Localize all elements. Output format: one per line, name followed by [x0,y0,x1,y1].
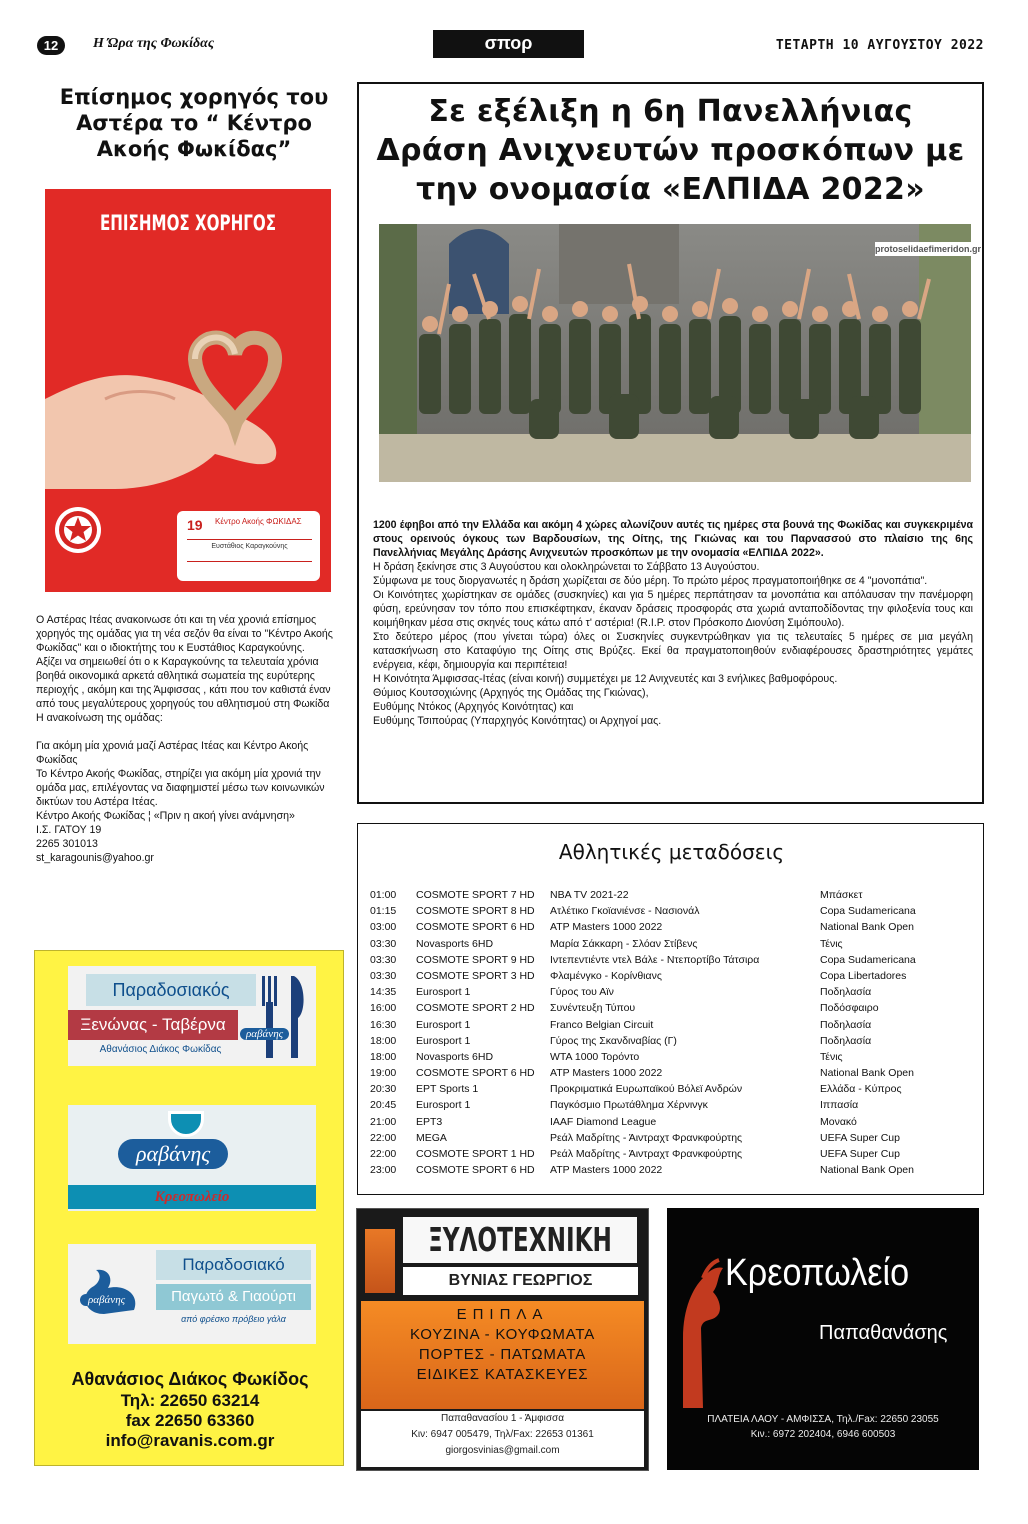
tv-channel: COSMOTE SPORT 1 HD [416,1148,535,1160]
card-number: 19 [187,517,203,533]
article-paragraph: Στο δεύτερο μέρος (που γίνεται τώρα) όλες οι Συσκηνίες συγκεντρώθηκαν για τις τελευταίες 5 ημέρες σε μια μεγάλη κατασκήνωση στο Καταφύγιο της Οίτης στις Βρύζες. Εκεί θα πραγματοποιηθούν ενδιαφέρουσες δραστηριότητες γεμάτες ενέργεια, κέφι, δημιουργία και περιπέτεια! [373,631,973,671]
service-line: ΕΙΔΙΚΕΣ ΚΑΤΑΣΚΕΥΕΣ [416,1366,589,1383]
tv-category: Τένις [820,937,843,950]
tv-time: 19:00 [370,1067,397,1080]
tv-schedule-row [370,952,970,968]
tv-time: 16:00 [370,1002,397,1015]
tavern-ad-top: Παραδοσιακός [86,974,256,1006]
tv-channel: COSMOTE SPORT 3 HD [416,969,535,982]
ravanis-logo: ραβάνης [118,1139,228,1169]
tv-schedule-row [370,936,970,952]
headline-line: Σε εξέλιξη η 6η Πανελλήνιας [428,94,913,129]
tv-time: 20:45 [370,1099,397,1112]
tv-time: 01:00 [370,889,397,901]
tv-time: 03:30 [370,969,397,982]
xylotexniki-services [361,1301,644,1409]
ravanis-location: Αθανάσιος Διάκος Φωκίδος [71,1369,309,1389]
tv-time: 16:30 [370,1018,397,1031]
tv-time: 03:30 [370,937,397,950]
tv-category: Copa Libertadores [820,969,907,982]
tv-program: Ρεάλ Μαδρίτης - Άιντραχτ Φρανκφούρτης [550,1131,743,1144]
tv-program: WTA 1000 Τορόντο [550,1050,640,1063]
tv-program: Γύρος του Αϊν [550,986,614,999]
kreopoleio-owner: Παπαθανάσης [819,1322,948,1344]
tv-time: 20:30 [370,1083,397,1096]
tv-channel: EPT Sports 1 [416,1083,479,1096]
article-paragraph: Η Κοινότητα Άμφισσας-Ιτέας (είναι κοινή) συμμετέχει με 12 Ανιχνευτές και 3 ενήλικες βαθμοφόρους. [373,673,838,685]
article-paragraph: Σύμφωνα με τους διοργανωτές η δράση χωρίζεται σε δύο μέρη. Το πρώτο μέρος πραγματοποιήθηκε σε 4 "μονοπάτια". [373,575,928,587]
tv-program: ATP Masters 1000 2022 [550,921,663,934]
tv-channel: Eurosport 1 [416,1099,471,1112]
ravanis-tavern-ad [68,966,316,1066]
xylotexniki-email: giorgosvinias@gmail.com [445,1445,560,1456]
sponsor-paragraph: Το Κέντρο Ακοής Φωκίδας, στηρίζει για ακόμη μία χρονιά την ομάδα μας, επιλέγοντας να διαφημιστεί μέσω των κοινωνικών δικτύων του Αστέρα Ιτέας. [36,768,325,808]
tv-time: 18:00 [370,1050,397,1063]
tv-channel: COSMOTE SPORT 6 HD [416,921,535,934]
cutlery-icon [256,972,312,1060]
tv-category: Ποδηλασία [820,986,872,999]
tv-category: Τένις [820,1050,843,1063]
tv-category: Μπάσκετ [820,889,863,901]
sponsor-article-title: Επίσημος χορηγός του Αστέρα το “ Κέντρο Ακοής Φωκίδας” [59,85,329,161]
article-paragraph: Η δράση ξεκίνησε στις 3 Αυγούστου και ολοκληρώνεται το Σάββατο 13 Αυγούστου. [373,561,760,573]
sponsor-paragraph: Κέντρο Ακοής Φωκίδας ¦ «Πριν η ακοή γίνει ανάμνηση» [36,810,295,822]
xylotexniki-contact [361,1411,644,1467]
ravanis-yogurt-ad [68,1244,316,1344]
sponsor-email: st_karagounis@yahoo.gr [36,852,154,864]
paragraph-spacer [36,725,344,739]
asteras-itea-logo [55,507,101,553]
tv-channel: COSMOTE SPORT 6 HD [416,1067,535,1080]
tv-schedule-row [370,1049,970,1065]
service-line: ΕΠΙΠΛΑ [456,1306,549,1323]
tv-category: UEFA Super Cup [820,1148,900,1160]
tv-channel: COSMOTE SPORT 6 HD [416,1164,535,1177]
tv-time: 18:00 [370,1034,397,1047]
xylotexniki-logo-block [365,1229,395,1293]
tv-time: 01:15 [370,905,397,918]
tv-schedule-row [370,1081,970,1097]
tv-program: Ατλέτικο Γκοϊανιένσε - Νασιονάλ [550,905,700,918]
kreopoleio-ad [667,1208,979,1470]
cup-icon [168,1111,204,1137]
tv-channel: EPT3 [416,1115,443,1128]
butcher-ad-subtitle: Κρεοπωλείο [68,1185,316,1209]
article-paragraph: Οι Κοινότητες χωρίστηκαν σε ομάδες (συσκηνίες) και για 5 ημέρες περπάτησαν τα μονοπάτια και απόλαυσαν την πανέμορφη φύση, ερεύνησαν τον τόπο που επισκέφτηκαν, έκαναν δράσεις προσφοράς στα χωριά ανταποδίδοντας την φιλοξενία τους και κοιμήθηκαν μέσα στις σκηνές τους κάτω από τ' αστέρια! (R.I.P. στον Πρόσκοπο Διονύση Σιμόπουλο). [373,589,973,629]
tv-program: Φλαμένγκο - Κορίνθιανς [550,969,662,982]
hand-hearing-aid-illustration [45,249,331,509]
article-paragraph: Ευθύμης Ντόκος (Αρχηγός Κοινότητας) και [373,701,574,713]
tv-schedule-row [370,968,970,984]
tv-channel: Eurosport 1 [416,1034,471,1047]
xylotexniki-title: ΞΥΛΟΤΕΧΝΙΚΗ [403,1217,637,1263]
article-headline [359,92,982,209]
issue-date: ΤΕΤΑΡΤΗ 10 ΑΥΓΟΥΣΤΟΥ 2022 [775,38,984,53]
tv-channel: COSMOTE SPORT 9 HD [416,953,535,966]
tv-schedule-row [370,1033,970,1049]
tv-program: Συνέντευξη Τύπου [550,1002,636,1015]
tv-category: UEFA Super Cup [820,1131,900,1144]
page-number: 12 [37,36,65,55]
sponsor-paragraph: Η ανακοίνωση της ομάδας: [36,712,163,724]
scouts-article [357,82,984,804]
ravanis-phone: Τηλ: 22650 63214 [120,1391,260,1410]
tv-category: Ιππασία [820,1099,859,1112]
tv-category: Copa Sudamericana [820,953,916,966]
tv-program: Franco Belgian Circuit [550,1018,654,1031]
xylotexniki-ad [356,1208,649,1471]
sponsor-article-body [36,613,344,865]
headline-line: την ονομασία «ΕΛΠΙΔΑ 2022» [416,172,925,207]
tv-category: National Bank Open [820,1067,914,1080]
tv-schedule-row [370,1097,970,1113]
tv-program: Γύρος της Σκανδιναβίας (Γ) [550,1034,677,1047]
tv-channel: Novasports 6HD [416,937,494,950]
xylotexniki-owner: ΒΥΝΙΑΣ ΓΕΩΡΓΙΟΣ [403,1267,638,1295]
xylotexniki-phones: Κιν: 6947 005479, Τηλ/Fax: 22653 01361 [411,1429,594,1440]
tv-channel: Eurosport 1 [416,1018,471,1031]
tv-time: 22:00 [370,1131,397,1144]
tv-time: 23:00 [370,1164,397,1177]
ravanis-logo-small: ραβάνης [80,1294,133,1306]
sponsor-paragraph: Αξίζει να σημειωθεί ότι ο κ Καραγκούνης τα τελευταία χρόνια βοηθά οικονομικά αρκετά αθλητικά σωματεία της ευρύτερης περιοχής , ακόμη και της Άμφισσας , κάτι που τον καθιστά έναν από τους μεγαλύτερους χορηγούς του αθλητισμού στη Φωκίδα [36,656,331,710]
tv-time: 21:00 [370,1115,397,1128]
horse-silhouette-icon [673,1258,731,1408]
source-watermark: protoselidaefimeridon.gr [875,244,982,254]
tv-program: Μαρία Σάκκαρη - Σλόαν Στίβενς [550,937,698,950]
service-line: ΠΟΡΤΕΣ - ΠΑΤΩΜΑΤΑ [418,1346,587,1363]
tv-program: Ιντεπεντιέντε ντελ Βάλε - Ντεπορτίβο Τάτσιρα [550,953,760,966]
sponsor-paragraph: Για ακόμη μία χρονιά μαζί Αστέρας Ιτέας και Κέντρο Ακοής Φωκίδας [36,740,309,766]
tv-category: Ελλάδα - Κύπρος [820,1083,902,1096]
xylotexniki-address: Παπαθανασίου 1 - Άμφισσα [440,1413,565,1424]
ravanis-logo-small: ραβάνης [240,1028,289,1040]
tv-category: Ποδηλασία [820,1018,872,1031]
article-paragraph: Θύμιος Κουτσοχιώνης (Αρχηγός της Ομάδας της Γκιώνας), [373,687,649,699]
tv-program: ATP Masters 1000 2022 [550,1164,663,1177]
kreopoleio-mobile: Κιν.: 6972 202404, 6946 600503 [750,1429,896,1440]
yogurt-ad-middle: Παγωτό & Γιαούρτι [156,1284,311,1310]
tv-time: 14:35 [370,986,397,999]
tv-channel: Eurosport 1 [416,986,471,999]
card-divider [187,561,312,562]
tv-time: 03:00 [370,921,397,934]
tv-program: ATP Masters 1000 2022 [550,1067,663,1080]
tv-schedule-row [370,1017,970,1033]
tv-time: 03:30 [370,953,397,966]
tv-program: Παγκόσμιο Πρωτάθλημα Χέρνινγκ [550,1099,708,1112]
tv-time: 22:00 [370,1148,397,1160]
ravanis-butcher-ad [68,1105,316,1211]
ravanis-contact [35,1367,345,1451]
tv-schedule-row [370,1065,970,1081]
tv-schedule-row [370,1146,970,1162]
card-person-name: Ευστάθιος Καραγκούνης [211,543,288,550]
tv-schedule-row [370,1162,970,1178]
kreopoleio-contact [667,1412,979,1442]
tv-channel: COSMOTE SPORT 8 HD [416,905,535,918]
tv-category: National Bank Open [820,1164,914,1177]
section-label: σπορ [433,30,584,58]
sports-tv-schedule [357,823,984,1195]
ravanis-fax: fax 22650 63360 [125,1411,255,1430]
article-paragraph: Ευθύμης Τσιπούρας (Υπαρχηγός Κοινότητας) οι Αρχηγοί μας. [373,715,662,727]
newspaper-name: Η Ώρα της Φωκίδας [93,36,215,51]
kreopoleio-title: Κρεοπωλείο [725,1252,910,1294]
sponsor-ad-image [45,189,331,592]
card-business-name: Κέντρο Ακοής ΦΩΚΙΔΑΣ [215,517,302,526]
tv-program: Προκριματικά Ευρωπαϊκού Βόλεϊ Ανδρών [550,1083,743,1096]
kreopoleio-address: ΠΛΑΤΕΙΑ ΛΑΟΥ - ΑΜΦΙΣΣΑ, Τηλ./Fax: 22650 23055 [707,1414,939,1425]
card-divider [187,539,312,540]
sponsor-paragraph: Ο Αστέρας Ιτέας ανακοινωσε ότι και τη νέα χρονιά επίσημος χορηγός της ομάδας για τη νέα σεζόν θα είναι το "Κέντρο Ακοής Φωκίδας" και ο ιδιοκτήτης του κ Ευστάθιος Καραγκούνης. [36,614,333,654]
tv-channel: COSMOTE SPORT 2 HD [416,1002,535,1015]
tv-channel: COSMOTE SPORT 7 HD [416,889,535,901]
tv-program: Ρεάλ Μαδρίτης - Άιντραχτ Φρανκφούρτης [550,1148,743,1160]
tv-channel: Novasports 6HD [416,1050,494,1063]
tv-program: IAAF Diamond League [550,1115,657,1128]
tv-category: Ποδηλασία [820,1034,872,1047]
scouts-group-photo [379,224,971,482]
tv-category: Ποδόσφαιρο [820,1002,879,1015]
tv-channel: MEGA [416,1131,447,1144]
tv-schedule-row [370,919,970,935]
hearing-center-card [177,511,320,581]
headline-line: Δράση Ανιχνευτών προσκόπων με [376,133,965,168]
tv-category: Copa Sudamericana [820,905,916,918]
tv-schedule-title: Αθλητικές μεταδόσεις [558,840,785,864]
service-line: ΚΟΥΖΙΝΑ - ΚΟΥΦΩΜΑΤΑ [409,1326,596,1343]
sponsor-address: Ι.Σ. ΓΑΤΟΥ 19 [36,824,102,836]
tavern-ad-subtitle: Αθανάσιος Διάκος Φωκίδας [99,1044,222,1055]
tv-schedule-row [370,1000,970,1016]
tv-schedule-list [370,887,970,1178]
article-lead-paragraph: 1200 έφηβοι από την Ελλάδα και ακόμη 4 χώρες αλωνίζουν αυτές τις ημέρες στα βουνά της Φωκίδας και συγκεκριμένα στους ορεινούς όγκους των Βαρδουσίων, της Οίτης, της Γκιώνας και του Παρνασσού στο πλαίσιο της 6ης Πανελλήνιας Μεγάλης Δράσης Ανιχνευτών προσκόπων με την ονομασία «ΕΛΠΙΔΑ 2022». [373,519,973,559]
ravanis-email: info@ravanis.com.gr [105,1431,275,1450]
tv-program: NBA TV 2021-22 [550,889,629,901]
sponsor-ad-heading: ΕΠΙΣΗΜΟΣ ΧΟΡΗΓΟΣ [99,211,277,235]
tavern-ad-middle: Ξενώνας - Ταβέρνα [68,1010,238,1040]
yogurt-ad-subtitle: από φρέσκο πρόβειο γάλα [181,1314,286,1324]
tv-category: National Bank Open [820,921,914,934]
tv-schedule-row [370,984,970,1000]
tv-schedule-row [370,1114,970,1130]
ravanis-advertisement [34,950,344,1466]
yogurt-ad-top: Παραδοσιακό [156,1250,311,1280]
tv-schedule-row [370,1130,970,1146]
sponsor-phone: 2265 301013 [36,838,98,850]
tv-category: Μονακό [820,1115,857,1128]
tv-schedule-row [370,887,970,903]
article-body [373,518,973,728]
tv-schedule-row [370,903,970,919]
